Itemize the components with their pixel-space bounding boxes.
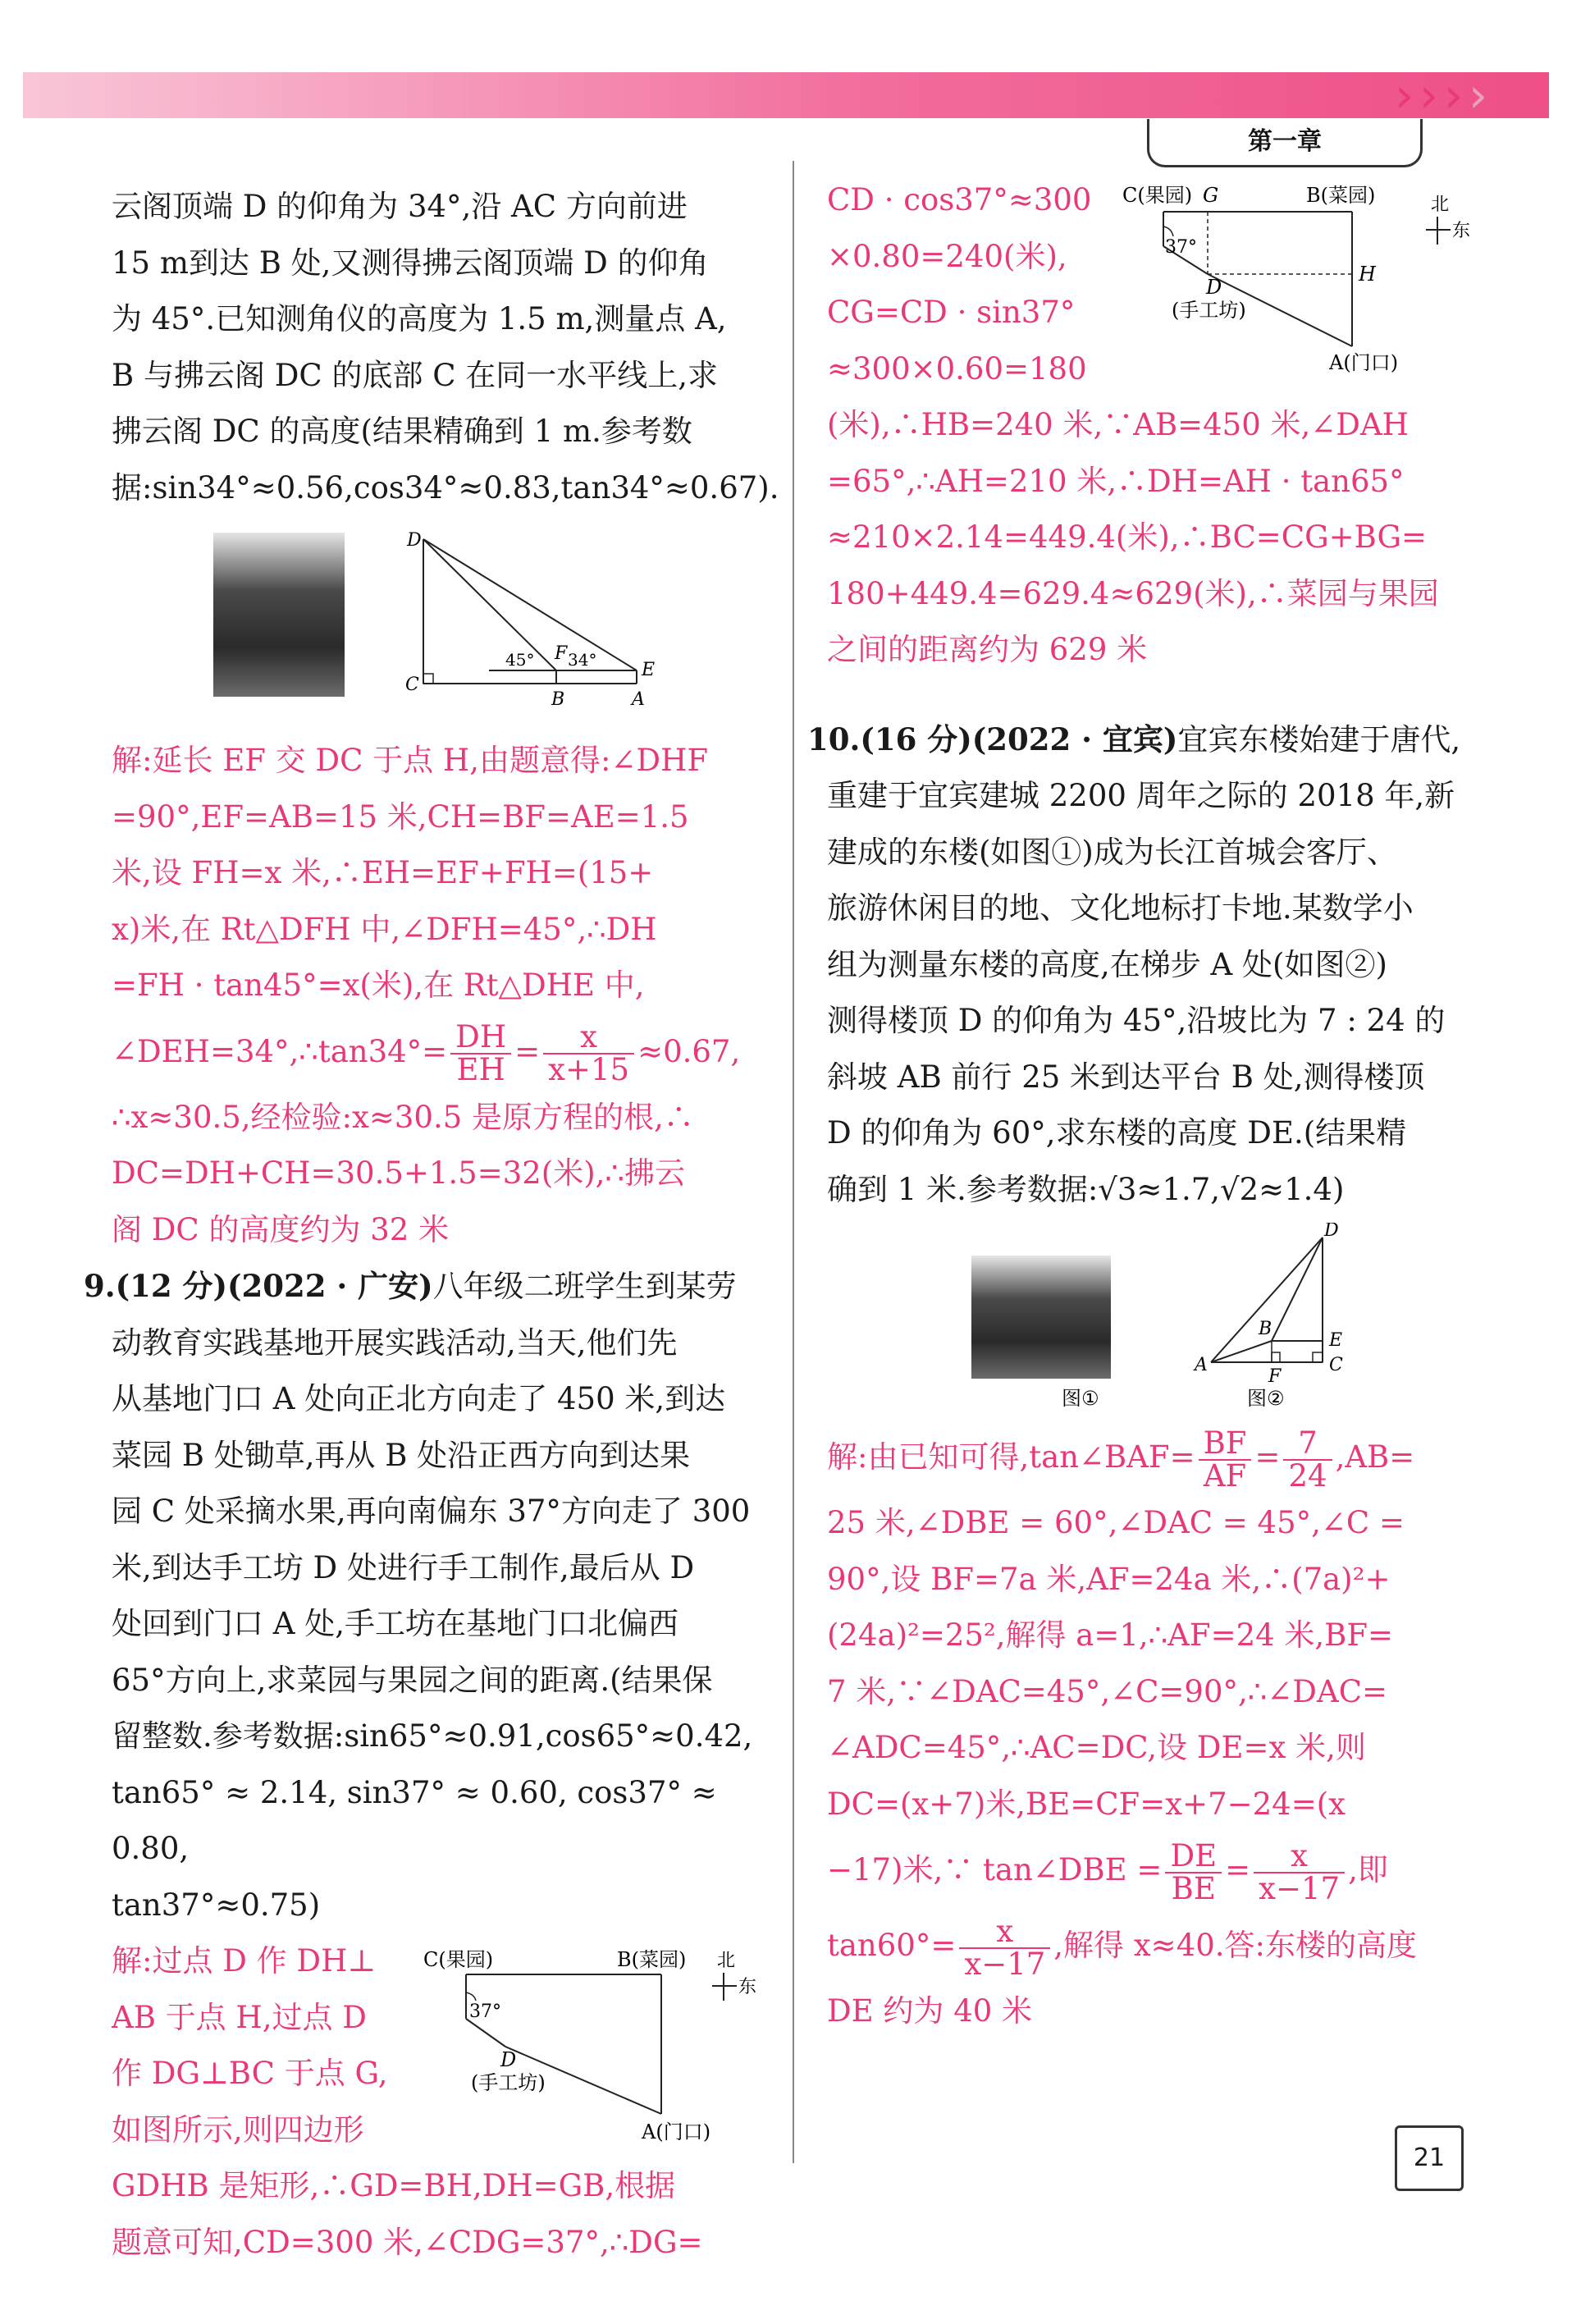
- fraction-line: [827, 1832, 1477, 1908]
- text-line: 如图所示,则四边形: [112, 2111, 364, 2148]
- label-c: C: [1329, 1355, 1343, 1375]
- text-line: =FH · tan45°=x(米),在 Rt△DHE 中,: [112, 968, 645, 1003]
- q9-solution-cont: [827, 397, 1477, 679]
- text-line: 米,设 FH=x 米,∴EH=EF+FH=(15+: [112, 855, 654, 890]
- text-line: [84, 1258, 761, 1315]
- text-line: 斜坡 AB 前行 25 米到达平台 B 处,测得楼顶: [827, 1059, 1425, 1095]
- text-line: 7 米,∵∠DAC=45°,∠C=90°,∴∠DAC=: [827, 1673, 1388, 1709]
- numerator: x: [959, 1916, 1050, 1949]
- label-a: A: [632, 689, 645, 710]
- text-span: =: [514, 1033, 541, 1069]
- chevron-right-icon: ›: [1419, 67, 1439, 123]
- fraction-line: [827, 1420, 1477, 1495]
- figure-caption-2: 图②: [1247, 1387, 1285, 1410]
- text-line: ≈210×2.14=449.4(米),∴BC=CG+BG=: [827, 519, 1428, 555]
- label-g: G: [1203, 184, 1219, 207]
- denominator: AF: [1203, 1457, 1247, 1494]
- north-label: 北: [1431, 194, 1450, 215]
- label-c-orchard: C(果园): [1122, 184, 1193, 207]
- text-line: ≈300×0.60=180: [827, 350, 1087, 387]
- label-b-garden: B(菜园): [1306, 184, 1376, 207]
- numerator: 7: [1283, 1428, 1332, 1461]
- text-line: 旅游休闲目的地、文化地标打卡地.某数学小: [827, 890, 1414, 926]
- q9-solution: [112, 2158, 761, 2271]
- q10-solution: [827, 1420, 1477, 2040]
- text-span: 解:由已知可得,tan∠BAF=: [827, 1439, 1195, 1475]
- chevron-right-icon: ›: [1444, 67, 1464, 123]
- text-span: ∠DEH=34°,∴tan34°=: [112, 1033, 448, 1069]
- text-line: 作 DG⊥BC 于点 G,: [112, 2056, 388, 2091]
- fraction: [1165, 1837, 1222, 1906]
- q9-diagram-2: [1114, 172, 1483, 394]
- angle-34: 34°: [568, 650, 597, 670]
- text-line: 动教育实践基地开展实践活动,当天,他们先: [112, 1324, 678, 1361]
- text-line: 之间的距离约为 629 米: [827, 632, 1148, 667]
- text-line: GDHB 是矩形,∴GD=BH,DH=GB,根据: [112, 2168, 676, 2203]
- text-line: 题意可知,CD=300 米,∠CDG=37°,∴DG=: [112, 2224, 703, 2260]
- text-line: B 与拂云阁 DC 的底部 C 在同一水平线上,求: [112, 357, 719, 393]
- label-d: D: [1206, 276, 1222, 299]
- text-line: DC=(x+7)米,BE=CF=x+7−24=(x: [827, 1786, 1346, 1822]
- column-divider: [793, 161, 794, 2163]
- text-line: ∠ADC=45°,∴AC=DC,设 DE=x 米,则: [827, 1730, 1366, 1765]
- question-header: 10.(16 分)(2022 · 宜宾): [807, 721, 1178, 757]
- angle-37: 37°: [469, 2001, 501, 2022]
- numerator: DH: [450, 1022, 511, 1054]
- fraction: [1254, 1837, 1345, 1906]
- text-line: ×0.80=240(米),: [827, 238, 1067, 274]
- label-c-orchard: C(果园): [423, 1948, 494, 1971]
- label-d: D: [1324, 1223, 1339, 1241]
- denominator: x−17: [1259, 1870, 1341, 1906]
- q9-continuation: [827, 172, 1477, 397]
- text-line: 建成的东楼(如图①)成为长江首城会客厅、: [827, 834, 1397, 870]
- text-line: 为 45°.已知测角仪的高度为 1.5 m,测量点 A,: [112, 301, 727, 336]
- fraction-line: [827, 1908, 1477, 1983]
- page-number: 21: [1395, 2125, 1464, 2191]
- chevron-right-icon: ›: [1395, 67, 1414, 123]
- denominator: EH: [456, 1052, 505, 1087]
- label-a: A: [1195, 1355, 1208, 1375]
- label-a-gate: A(门口): [642, 2120, 711, 2143]
- text-line: 解:过点 D 作 DH⊥: [112, 1943, 377, 1979]
- text-line: 组为测量东楼的高度,在梯步 A 处(如图②): [827, 946, 1387, 982]
- north-label: 北: [717, 1951, 736, 1971]
- numerator: x: [1254, 1841, 1345, 1873]
- q10-problem: [807, 711, 1477, 1219]
- text-span: =: [1225, 1852, 1251, 1887]
- text-span: −17)米,∵ tan∠DBE =: [827, 1852, 1163, 1887]
- numerator: BF: [1199, 1428, 1252, 1461]
- angle-37: 37°: [1165, 237, 1197, 258]
- text-span: 宜宾东楼始建于唐代,: [1177, 721, 1461, 757]
- east-label: 东: [738, 1977, 757, 1997]
- text-line: 测得楼顶 D 的仰角为 45°,沿坡比为 7 : 24 的: [827, 1003, 1446, 1038]
- text-line: CD · cos37°≈300: [827, 182, 1092, 217]
- fraction: [959, 1913, 1050, 1982]
- fraction: [1283, 1425, 1332, 1494]
- text-line: ∴x≈30.5,经检验:x≈30.5 是原方程的根,∴: [112, 1099, 694, 1135]
- label-f: F: [555, 643, 568, 664]
- text-line: DE 约为 40 米: [827, 1993, 1033, 2029]
- text-line: D 的仰角为 60°,求东楼的高度 DE.(结果精: [827, 1115, 1407, 1151]
- numerator: x: [543, 1022, 634, 1054]
- chevron-right-icon: ›: [1469, 67, 1488, 123]
- left-column: [84, 179, 779, 2271]
- label-f: F: [1268, 1366, 1282, 1387]
- text-line: 从基地门口 A 处向正北方向走了 450 米,到达: [112, 1381, 726, 1416]
- header-banner: [23, 67, 1549, 123]
- east-label: 东: [1452, 221, 1471, 241]
- text-line: 解:延长 EF 交 DC 于点 H,由题意得:∠DHF: [112, 743, 709, 778]
- q8-solution: [112, 733, 761, 1258]
- text-span: ,解得 x≈40.答:东楼的高度: [1053, 1928, 1417, 1963]
- denominator: BE: [1171, 1870, 1216, 1906]
- text-line: (米),∴HB=240 米,∵AB=450 米,∠DAH: [827, 407, 1409, 442]
- text-line: 云阁顶端 D 的仰角为 34°,沿 AC 方向前进: [112, 189, 688, 224]
- denominator: 24: [1288, 1457, 1327, 1494]
- label-e: E: [642, 660, 656, 680]
- text-line: 拂云阁 DC 的高度(结果精确到 1 m.参考数: [112, 414, 692, 449]
- q9-cont-side: [827, 172, 1106, 397]
- label-e: E: [1329, 1330, 1343, 1351]
- right-column: [807, 172, 1477, 2040]
- text-span: 八年级二班学生到某劳: [432, 1269, 737, 1304]
- text-span: tan60°=: [827, 1928, 957, 1963]
- text-line: =90°,EF=AB=15 米,CH=BF=AE=1.5: [112, 798, 689, 835]
- text-line: 确到 1 米.参考数据:√3≈1.7,√2≈1.4): [827, 1171, 1345, 1207]
- text-line: 菜园 B 处锄草,再从 B 处沿正西方向到达果: [112, 1437, 691, 1473]
- q9-problem: [84, 1258, 761, 1933]
- text-line: 米,到达手工坊 D 处进行手工制作,最后从 D: [112, 1549, 695, 1585]
- text-line: 据:sin34°≈0.56,cos34°≈0.83,tan34°≈0.67).: [112, 469, 779, 506]
- text-line: CG=CD · sin37°: [827, 295, 1076, 330]
- text-line: tan65° ≈ 2.14, sin37° ≈ 0.60, cos37° ≈ 0.80,: [112, 1774, 717, 1866]
- text-line: 阁 DC 的高度约为 32 米: [112, 1211, 450, 1247]
- text-line: 留整数.参考数据:sin65°≈0.91,cos65°≈0.42,: [112, 1718, 753, 1754]
- text-line: 180+449.4=629.4≈629(米),∴菜园与果园: [827, 575, 1439, 611]
- text-span: ≈0.67,: [637, 1033, 741, 1069]
- figure-caption-1: 图①: [1062, 1387, 1099, 1410]
- denominator: x+15: [548, 1052, 630, 1087]
- text-line: 25 米,∠DBE = 60°,∠DAC = 45°,∠C =: [827, 1505, 1405, 1540]
- text-line: 处回到门口 A 处,手工坊在基地门口北偏西: [112, 1606, 679, 1641]
- q10-diagram: [827, 1223, 1477, 1420]
- text-span: ,AB=: [1335, 1439, 1415, 1475]
- fraction: [1199, 1425, 1252, 1494]
- text-line: AB 于点 H,过点 D: [112, 1999, 367, 2035]
- label-b: B: [1259, 1319, 1272, 1339]
- label-h: H: [1359, 263, 1376, 286]
- text-line: 园 C 处采摘水果,再向南偏东 37°方向走了 300: [112, 1494, 751, 1529]
- label-b: B: [551, 689, 565, 710]
- q8-diagram: [112, 529, 761, 726]
- label-d: D: [500, 2048, 517, 2071]
- text-line: =65°,∴AH=210 米,∴DH=AH · tan65°: [827, 463, 1405, 499]
- text-span: ,即: [1348, 1852, 1388, 1887]
- q10-figure: [827, 1223, 1477, 1420]
- q9-diagram: [423, 1933, 768, 2147]
- q9-solution-side: [112, 1933, 423, 2158]
- text-line: (24a)²=25²,解得 a=1,∴AF=24 米,BF=: [827, 1617, 1394, 1653]
- angle-45: 45°: [505, 650, 535, 670]
- q8-figure: [112, 529, 761, 726]
- text-line: 重建于宜宾建城 2200 周年之际的 2018 年,新: [827, 778, 1455, 813]
- label-a-gate: A(门口): [1329, 351, 1399, 374]
- question-header: 9.(12 分)(2022 · 广安): [84, 1268, 433, 1304]
- text-line: DC=DH+CH=30.5+1.5=32(米),∴拂云: [112, 1155, 685, 1191]
- q8-problem: [112, 179, 779, 516]
- numerator: DE: [1165, 1841, 1222, 1873]
- text-line: 65°方向上,求菜园与果园之间的距离.(结果保: [112, 1662, 713, 1698]
- text-line: [807, 711, 1477, 769]
- text-line: 15 m到达 B 处,又测得拂云阁顶端 D 的仰角: [112, 245, 709, 281]
- text-line: tan37°≈0.75): [112, 1887, 321, 1923]
- label-c: C: [405, 675, 419, 695]
- chapter-title: 第一章: [1147, 119, 1423, 167]
- fraction: [543, 1019, 634, 1087]
- q9-solution-with-figure: [112, 1933, 761, 2158]
- denominator: x−17: [964, 1946, 1046, 1982]
- text-line: 90°,设 BF=7a 米,AF=24a 米,∴(7a)²+: [827, 1561, 1391, 1597]
- text-span: =: [1254, 1439, 1281, 1475]
- label-workshop: (手工坊): [1172, 299, 1246, 322]
- fraction: [450, 1019, 511, 1087]
- label-workshop: (手工坊): [471, 2071, 546, 2094]
- label-d: D: [407, 530, 422, 551]
- label-b-garden: B(菜园): [617, 1948, 687, 1971]
- text-line: x)米,在 Rt△DFH 中,∠DFH=45°,∴DH: [112, 911, 657, 947]
- fraction-line: [112, 1014, 761, 1090]
